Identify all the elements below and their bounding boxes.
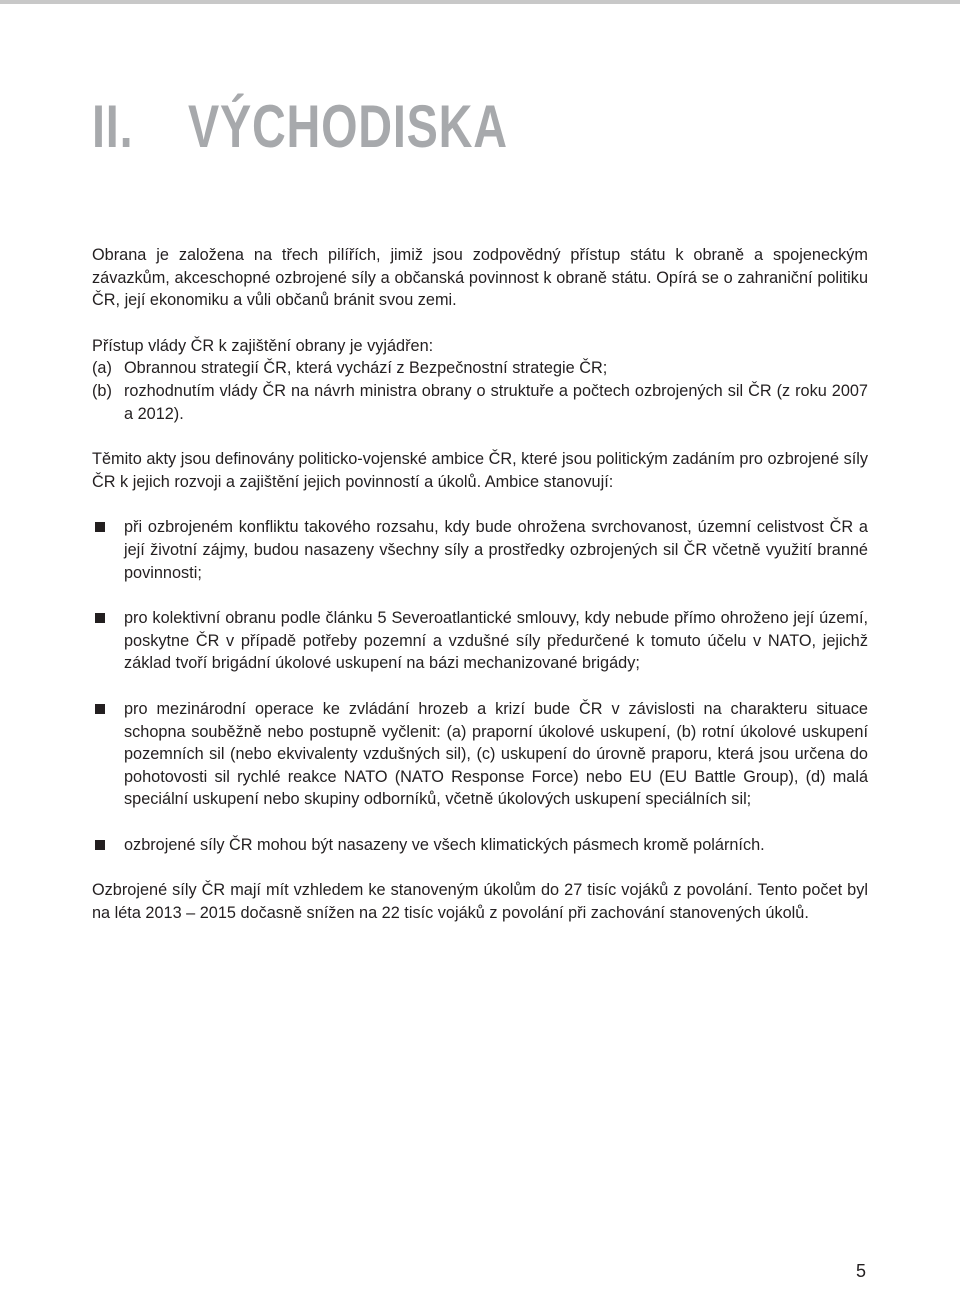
list-item-text: rozhodnutím vlády ČR na návrh ministra obrany o struktuře a počtech ozbrojených sil ČR (z roku 2007 a 2012). xyxy=(124,381,868,423)
ambition-text: pro kolektivní obranu podle článku 5 Severoatlantické smlouvy, kdy nebude přímo ohroženo její území, poskytne ČR v případě potřeby pozemní a vzdušné síly předurčené k tomuto účelu v NATO, jejichž základ tvoří brigádní úkolové uskupení na bázi mechanizované brigády; xyxy=(124,609,868,673)
acts-paragraph: Těmito akty jsou definovány politicko-vojenské ambice ČR, které jsou politickým zadáním pro ozbrojené síly ČR k jejich rozvoji a zajištění jejich povinností a úkolů. Ambice stanovují: xyxy=(92,450,868,491)
square-bullet-icon xyxy=(92,607,124,675)
chapter-heading xyxy=(92,92,508,161)
top-rule xyxy=(0,0,960,4)
ambition-item-2 xyxy=(92,607,868,675)
closing-paragraph: Ozbrojené síly ČR mají mít vzhledem ke stanoveným úkolům do 27 tisíc vojáků z povolání. Tento počet byl na léta 2013 – 2015 dočasně snížen na 22 tisíc vojáků z povolání při zachování stanovených úkolů. xyxy=(92,881,868,923)
chapter-title: VÝCHODISKA xyxy=(187,93,508,160)
square-bullet-icon xyxy=(92,516,124,584)
list-marker: (b) xyxy=(92,381,112,400)
ambition-item-1 xyxy=(92,516,868,584)
page-number: 5 xyxy=(856,1261,867,1281)
square-bullet-icon xyxy=(92,698,124,811)
ambition-text: pro mezinárodní operace ke zvládání hrozeb a krizí bude ČR v závislosti na charakteru situace schopna souběžně nebo postupně vyčlenit: (a) praporní úkolové uskupení, (b) rotní úkolové uskupení pozemních sil (nebo ekvivalenty vzdušných sil), (c) uskupení do úrovně praporu, která jsou určena do pohotovosti sil rychlé reakce NATO (NATO Response Force) nebo EU (EU Battle Group), (d) malá speciální uskupení nebo skupiny odborníků, včetně úkolových uskupení speciálních sil; xyxy=(124,699,868,809)
approach-lead: Přístup vlády ČR k zajištění obrany je vyjádřen: xyxy=(92,336,434,355)
list-item-text: Obrannou strategií ČR, která vychází z Bezpečnostní strategie ČR; xyxy=(124,359,608,378)
ambition-text: při ozbrojeném konfliktu takového rozsahu, kdy bude ohrožena svrchovanost, územní celistvost ČR a její životní zájmy, budou nasazeny všechny síly a prostředky ozbrojených sil ČR včetně využití branné povinnosti; xyxy=(124,518,868,582)
approach-item-a xyxy=(92,357,868,380)
body-text xyxy=(92,244,868,925)
ambition-item-3 xyxy=(92,698,868,811)
ambition-text: ozbrojené síly ČR mohou být nasazeny ve všech klimatických pásmech kromě polárních. xyxy=(124,835,765,854)
list-marker: (a) xyxy=(92,359,112,378)
square-bullet-icon xyxy=(92,834,124,857)
chapter-number: II. xyxy=(92,93,134,160)
intro-paragraph: Obrana je založena na třech pilířích, jimiž jsou zodpovědný přístup státu k obraně a spojeneckým závazkům, akceschopné ozbrojené síly a občanská povinnost k obraně státu. Opírá se o zahraniční politiku ČR, její ekonomiku a vůli občanů bránit svou zemi. xyxy=(92,246,868,310)
ambition-item-4 xyxy=(92,834,868,857)
approach-item-b xyxy=(92,380,868,425)
